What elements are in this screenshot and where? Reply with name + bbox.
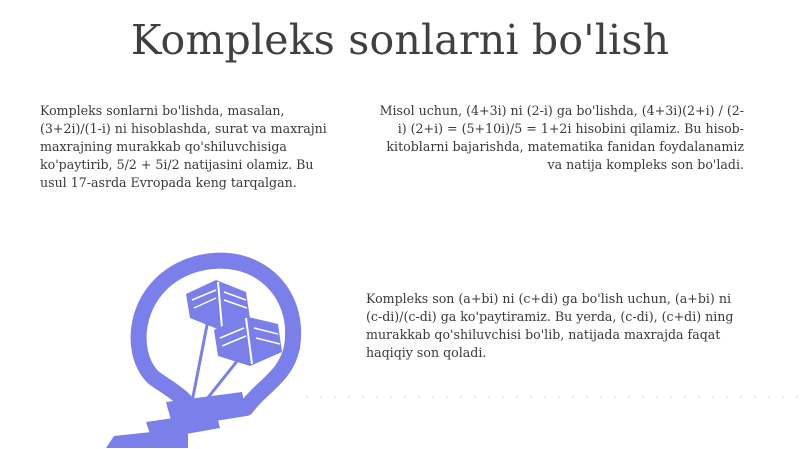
slide-title: Kompleks sonlarni bo'lish [130, 16, 670, 64]
paragraph-left: Kompleks sonlarni bo'lishda, masalan, (3+2i)/(1-i) ni hisoblashda, surat va maxrajni maxrajning murakkab qo'shiluvchisiga ko'paytirib, 5/2 + 5i/2 natijasini olamiz. Bu usul 17-asrda Evropada keng tarqalgan. [40, 103, 327, 190]
paragraph-bottom: Kompleks son (a+bi) ni (c+di) ga bo'lish uchun, (a+bi) ni (c-di)/(c-di) ga ko'paytiramiz. Bu yerda, (c-di), (c+di) ning murakkab qo'shiluvchisi bo'lib, natijada maxrajda faqat haqiqiy son qoladi. [366, 291, 734, 360]
paragraph-right: Misol uchun, (4+3i) ni (2-i) ga bo'lishda, (4+3i)(2+i) / (2-i) (2+i) = (5+10i)/5 = 1+2i hisobini qilamiz. Bu hisob-kitoblarni bajarishda, matematika fanidan foydalanamiz va natija kompleks son bo'ladi. [379, 103, 744, 172]
lightbulb-book-icon [96, 252, 316, 448]
decorative-dots [300, 395, 800, 399]
